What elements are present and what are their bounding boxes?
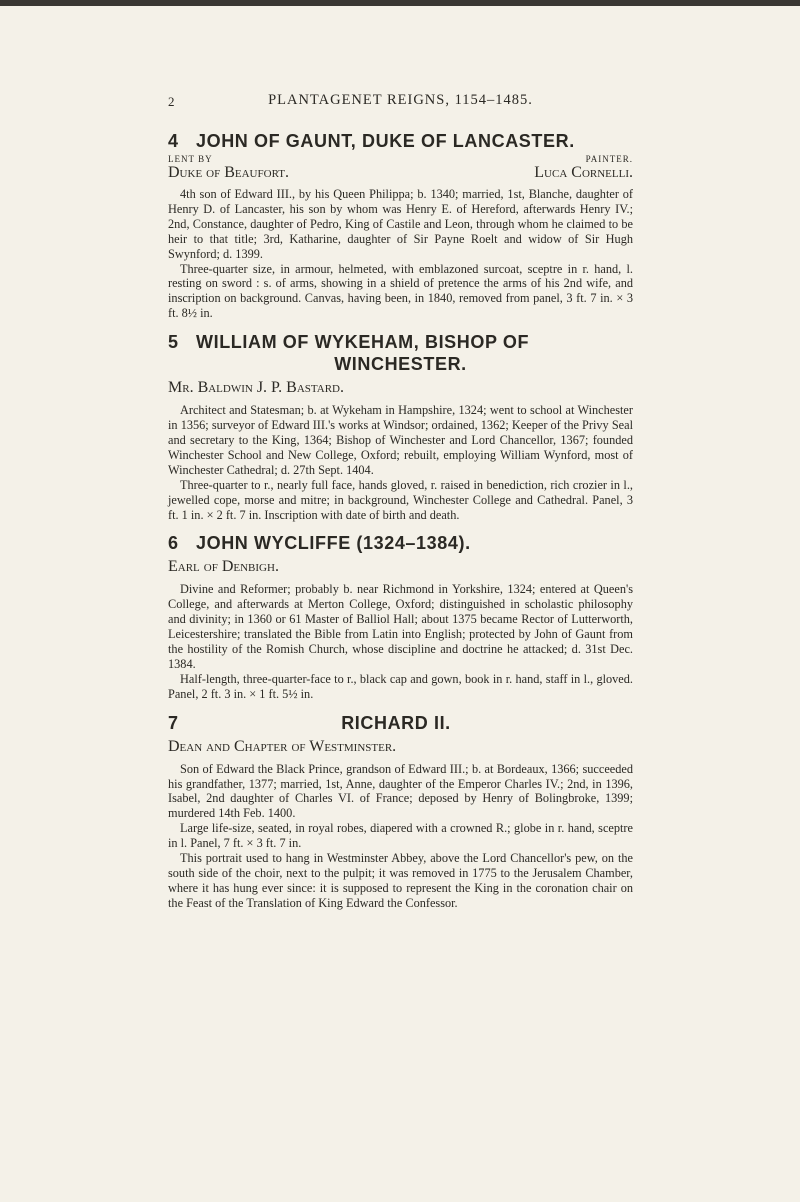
- entry-heading: [168, 712, 633, 734]
- credit-labels: [168, 154, 633, 164]
- lender-name: Mr. Baldwin J. P. Bastard.: [168, 379, 344, 397]
- catalogue-entry: [168, 712, 633, 911]
- entry-number: 4: [168, 131, 179, 151]
- entry-heading: [168, 331, 633, 375]
- painter-label: PAINTER.: [585, 154, 633, 164]
- entry-heading: [168, 130, 633, 152]
- entry-number: 6: [168, 533, 179, 554]
- page-number: 2: [168, 94, 175, 109]
- painter-name: Luca Cornelli.: [534, 164, 633, 181]
- entry-heading: [168, 532, 633, 554]
- credit-names: [168, 164, 633, 182]
- biography-paragraph: Divine and Reformer; probably b. near Richmond in Yorkshire, 1324; entered at Queen's College, and afterwards at Merton College, Oxford; distinguished in scholastic philosophy and divinity; in 1360 or 61 Master of Balliol Hall; about 1375 became Rector of Lutterworth, Leicestershire; translated the Bible from Latin into English; protected by John of Gaunt from the hostility of the Romish Church, whose discipline and doctrine he attacked; d. 31st Dec. 1384.: [168, 582, 633, 671]
- description-paragraph: Large life-size, seated, in royal robes, diapered with a crowned R.; globe in r. hand, sceptre in l. Panel, 7 ft. × 3 ft. 7 in.: [168, 821, 633, 851]
- lender-name: Earl of Denbigh.: [168, 558, 279, 576]
- running-head: [168, 92, 633, 114]
- description-paragraph: Half-length, three-quarter-face to r., black cap and gown, book in r. hand, staff in l., gloved. Panel, 2 ft. 3 in. × 1 ft. 5½ in.: [168, 671, 633, 701]
- biography-paragraph: 4th son of Edward III., by his Queen Philippa; b. 1340; married, 1st, Blanche, daughter of Henry D. of Lancaster, his son by whom was Henry E. of Hereford, afterwards Henry IV.; 2nd, Constance, daughter of Pedro, King of Castile and Leon, through whom he claimed to be heir to that title; 3rd, Katharine, daughter of Sir Payne Roelt and widow of Sir Hugh Swynford; d. 1399.: [168, 187, 633, 261]
- running-title: PLANTAGENET REIGNS, 1154–1485.: [268, 92, 533, 108]
- lender-name: Duke of Beaufort.: [168, 164, 289, 181]
- catalogue-entry: [168, 532, 633, 701]
- description-paragraph: Three-quarter size, in armour, helmeted, with emblazoned surcoat, sceptre in r. hand, l. resting on sword : s. of arms, showing in a shield of pretence the arms of his 2nd wife, and inscription on background. Canvas, having been, in 1840, removed from panel, 3 ft. 7 in. × 3 ft. 8½ in.: [168, 261, 633, 321]
- scan-top-edge: [0, 0, 800, 6]
- biography-paragraph: Son of Edward the Black Prince, grandson of Edward III.; b. at Bordeaux, 1366; succeeded his grandfather, 1377; married, 1st, Anne, daughter of the Emperor Charles IV.; 2nd, in 1396, Isabel, 2nd daughter of Charles VI. of France; deposed by Henry of Bolingbroke, 1399; murdered 14th Feb. 1400.: [168, 761, 633, 821]
- entry-title: JOHN OF GAUNT, DUKE OF LANCASTER.: [196, 131, 575, 151]
- description-paragraph: Three-quarter to r., nearly full face, hands gloved, r. raised in benediction, rich crozier in l., jewelled cope, morse and mitre; in background, Winchester College and Cathedral. Panel, 3 ft. 1 in. × 2 ft. 7 in. Inscription with date of birth and death.: [168, 477, 633, 522]
- catalogue-entry: [168, 130, 633, 321]
- entry-number: 5: [168, 332, 179, 353]
- entry-title-continuation: WINCHESTER.: [334, 354, 467, 375]
- lender-name: Dean and Chapter of Westminster.: [168, 737, 397, 755]
- catalogue-entry: [168, 331, 633, 522]
- entry-title: WILLIAM OF WYKEHAM, BISHOP OF: [196, 332, 530, 353]
- entry-title: RICHARD II.: [341, 712, 451, 733]
- provenance-paragraph: This portrait used to hang in Westminster Abbey, above the Lord Chancellor's pew, on the south side of the choir, next to the pulpit; it was removed in 1775 to the Jerusalem Chamber, where it has hung ever since: it is supposed to represent the King in the coronation chair on the Feast of the Translation of King Edward the Confessor.: [168, 851, 633, 910]
- entry-number: 7: [168, 712, 179, 733]
- biography-paragraph: Architect and Statesman; b. at Wykeham in Hampshire, 1324; went to school at Winchester in 1356; surveyor of Edward III.'s works at Windsor; ordained, 1362; Keeper of the Privy Seal and secretary to the King, 1364; Bishop of Winchester and Lord Chancellor, 1367; founded Winchester School and New College, Oxford; rebuilt, employing William Wynford, most of Winchester Cathedral; d. 27th Sept. 1404.: [168, 403, 633, 477]
- document-page: [168, 92, 633, 921]
- entry-title: JOHN WYCLIFFE (1324–1384).: [196, 533, 471, 554]
- lent-by-label: LENT BY: [168, 154, 213, 164]
